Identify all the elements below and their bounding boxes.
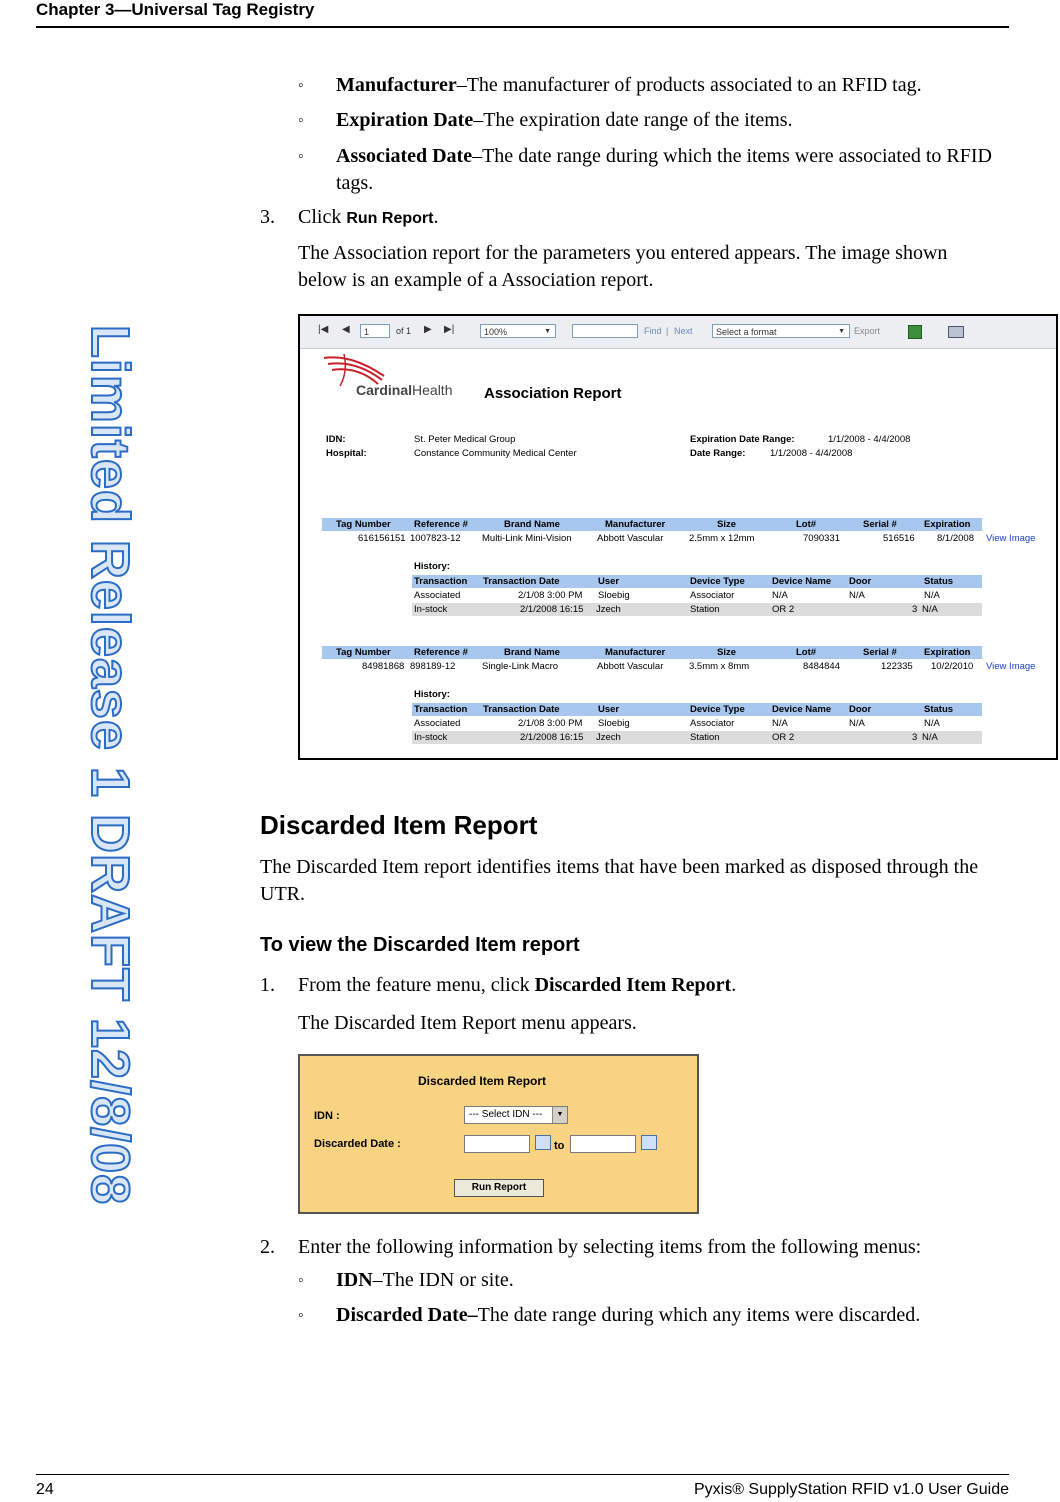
item-manufacturer: Abbott Vascular [597,661,664,672]
col-serial: Serial # [863,519,897,530]
find-input[interactable] [572,324,638,338]
hospital-value: Constance Community Medical Center [414,448,577,459]
hcol-transaction: Transaction [414,576,468,587]
item-tag: 84981868 [362,661,405,672]
idn-select[interactable] [464,1106,568,1124]
history-cell: Associator [690,590,735,601]
chevron-down-icon: ▼ [838,328,845,335]
history-cell: N/A [849,718,865,729]
bullet-desc: –The expiration date range of the items. [473,109,793,131]
bullet-marker-icon: ◦ [298,77,304,94]
history-cell: OR 2 [772,604,795,615]
zoom-value: 100% [484,327,508,337]
item-expiration: 8/1/2008 [937,533,974,544]
expiration-range-label: Expiration Date Range: [690,434,795,445]
col-expiration: Expiration [924,647,971,658]
history-cell: 2/1/2008 16:15 [520,604,584,615]
prev-page-icon[interactable]: ◀ [342,324,350,335]
print-icon[interactable] [948,326,964,338]
col-size: Size [717,519,737,530]
history-cell: Sloebig [598,718,630,729]
zoom-select[interactable] [480,324,556,338]
chapter-title: Chapter 3—Universal Tag Registry [36,0,315,19]
next-link[interactable]: Next [674,326,693,336]
section-heading: Discarded Item Report [260,810,538,840]
hcol-transaction-date: Transaction Date [483,704,560,715]
chevron-down-icon[interactable]: ▼ [552,1107,567,1123]
hcol-user: User [598,704,620,715]
next-page-icon[interactable]: ▶ [424,324,432,335]
date-range-label: Date Range: [690,448,746,459]
bullet-term: Manufacturer [336,74,457,96]
col-lot: Lot# [796,519,817,530]
col-size: Size [717,647,737,658]
guide-title: Pyxis® SupplyStation RFID v1.0 User Guide [693,1481,1009,1498]
col-reference: Reference # [414,519,468,530]
item-manufacturer: Abbott Vascular [597,533,664,544]
hcol-status: Status [924,704,954,715]
item-lot: 8484844 [803,661,840,672]
logo-brand-bold: Cardinal [356,382,413,398]
history-cell: N/A [922,604,938,615]
history-label: History: [414,689,450,700]
bullet-marker-icon: ◦ [298,112,304,129]
bullet-desc: –The IDN or site. [372,1269,514,1291]
item-serial: 122335 [881,661,913,672]
item-brand: Single-Link Macro [482,661,559,672]
idn-value: St. Peter Medical Group [414,434,516,445]
to-label: to [554,1140,565,1152]
item-reference: 898189-12 [410,661,456,672]
history-cell: N/A [924,718,940,729]
step-suffix: . [433,206,439,228]
view-image-link[interactable]: View Image [986,661,1036,672]
start-date-input[interactable] [464,1135,530,1153]
col-reference: Reference # [414,647,468,658]
hospital-label: Hospital: [326,448,367,459]
bullet-term: Associated Date [336,145,473,167]
page-input[interactable]: 1 [360,324,390,338]
bullet-associated-date [298,143,1018,197]
hcol-device-type: Device Type [690,576,745,587]
step-suffix: . [731,974,737,996]
hcol-device-type: Device Type [690,704,745,715]
step-3-description: The Association report for the parameters you entered appears. The image shown below is an example of a Association report. [298,242,948,291]
history-cell: N/A [772,590,788,601]
format-select[interactable] [712,324,850,338]
item-size: 3.5mm x 8mm [689,661,750,672]
discarded-date-label: Discarded Date : [314,1138,401,1150]
run-report-reference: Run Report [346,210,434,227]
procedure-heading: To view the Discarded Item report [260,934,580,956]
col-tag-number: Tag Number [336,519,391,530]
bullet-marker-icon: ◦ [298,148,304,165]
col-brand-name: Brand Name [504,519,560,530]
step-number: 3. [260,206,275,228]
history-cell: Associated [414,718,461,729]
form-title: Discarded Item Report [418,1074,547,1088]
first-page-icon[interactable]: |◀ [318,324,329,335]
col-expiration: Expiration [924,519,971,530]
history-cell: Sloebig [598,590,630,601]
col-manufacturer: Manufacturer [605,647,666,658]
hcol-device-name: Device Name [772,576,832,587]
report-toolbar [300,316,1056,349]
bullet-marker-icon: ◦ [298,1272,304,1289]
step-number: 2. [260,1236,275,1258]
export-link[interactable]: Export [854,326,881,336]
logo-brand-light: Health [412,382,453,398]
item-expiration: 10/2/2010 [931,661,974,672]
calendar-icon[interactable] [641,1135,657,1150]
step-3-text [298,204,1008,232]
menu-item-reference: Discarded Item Report [534,974,732,996]
chevron-down-icon: ▼ [544,328,551,335]
item-reference: 1007823-12 [410,533,461,544]
bullet-desc: –The manufacturer of products associated to an RFID tag. [456,74,922,96]
hcol-status: Status [924,576,954,587]
history-cell: Station [690,604,720,615]
bullet-marker-icon: ◦ [298,1307,304,1324]
history-cell: N/A [924,590,940,601]
bullet-discarded-date [298,1302,1018,1329]
toolbar-separator: | [666,326,669,336]
step-1-text [298,972,1008,999]
step-prefix: Click [298,206,347,228]
refresh-icon[interactable] [908,325,922,339]
history-cell: In-stock [414,732,448,743]
item-serial: 516516 [883,533,915,544]
idn-label: IDN: [326,434,346,445]
bullet-term: Expiration Date [336,109,474,131]
item-brand: Multi-Link Mini-Vision [482,533,572,544]
bullet-desc: –The date range during which the items were associated to RFID tags. [336,145,992,194]
history-label: History: [414,561,450,572]
hcol-transaction-date: Transaction Date [483,576,560,587]
history-cell: 2/1/08 3:00 PM [518,718,583,729]
format-value: Select a format [716,327,777,337]
bullet-term: IDN [336,1269,373,1291]
history-cell: 3 [912,604,918,615]
section-intro: The Discarded Item report identifies items that have been marked as disposed through the UTR. [260,856,979,905]
history-cell: Associator [690,718,735,729]
expiration-range-value: 1/1/2008 - 4/4/2008 [828,434,911,445]
report-title: Association Report [484,385,622,402]
discarded-report-form-screenshot [298,1054,699,1214]
history-cell: N/A [922,732,938,743]
history-cell: N/A [772,718,788,729]
page-header [36,0,1009,28]
draft-watermark: Limited Release 1 DRAFT 12/8/08 [80,324,140,1206]
history-cell: OR 2 [772,732,795,743]
col-serial: Serial # [863,647,897,658]
hcol-user: User [598,576,620,587]
step-number: 1. [260,974,275,996]
history-cell: 2/1/2008 16:15 [520,732,584,743]
bullet-desc: The date range during which any items were discarded. [477,1304,921,1326]
history-cell: In-stock [414,604,448,615]
page-number: 24 [36,1481,54,1498]
idn-label: IDN : [314,1110,340,1122]
step-prefix: From the feature menu, click [298,974,535,996]
hcol-transaction: Transaction [414,704,468,715]
find-link[interactable]: Find [644,326,662,336]
history-cell: Station [690,732,720,743]
col-tag-number: Tag Number [336,647,391,658]
run-report-button[interactable]: Run Report [454,1179,544,1197]
history-cell: 3 [912,732,918,743]
calendar-icon[interactable] [535,1135,551,1150]
hcol-door: Door [849,576,872,587]
item-lot: 7090331 [803,533,840,544]
col-manufacturer: Manufacturer [605,519,666,530]
page-count: of 1 [396,326,412,336]
history-cell: N/A [849,590,865,601]
view-image-link[interactable]: View Image [986,533,1036,544]
hcol-device-name: Device Name [772,704,832,715]
history-cell: Jzech [596,732,621,743]
hcol-door: Door [849,704,872,715]
item-size: 2.5mm x 12mm [689,533,755,544]
history-cell: Jzech [596,604,621,615]
history-cell: 2/1/08 3:00 PM [518,590,583,601]
last-page-icon[interactable]: ▶| [444,324,455,335]
date-range-value: 1/1/2008 - 4/4/2008 [770,448,853,459]
idn-select-value: --- Select IDN --- [469,1109,543,1120]
step-2-text: Enter the following information by selecting items from the following menus: [298,1236,922,1258]
end-date-input[interactable] [570,1135,636,1153]
bullet-term: Discarded Date– [336,1304,478,1326]
association-report-screenshot [298,314,1058,760]
bullet-expiration-date [298,107,1018,134]
step-1-description: The Discarded Item Report menu appears. [298,1012,637,1034]
item-tag: 616156151 [358,533,406,544]
history-cell: Associated [414,590,461,601]
col-brand-name: Brand Name [504,647,560,658]
page-footer [36,1474,1009,1502]
company-logo-text [356,382,452,398]
col-lot: Lot# [796,647,817,658]
bullet-manufacturer [298,72,1018,99]
bullet-idn [298,1267,1018,1294]
